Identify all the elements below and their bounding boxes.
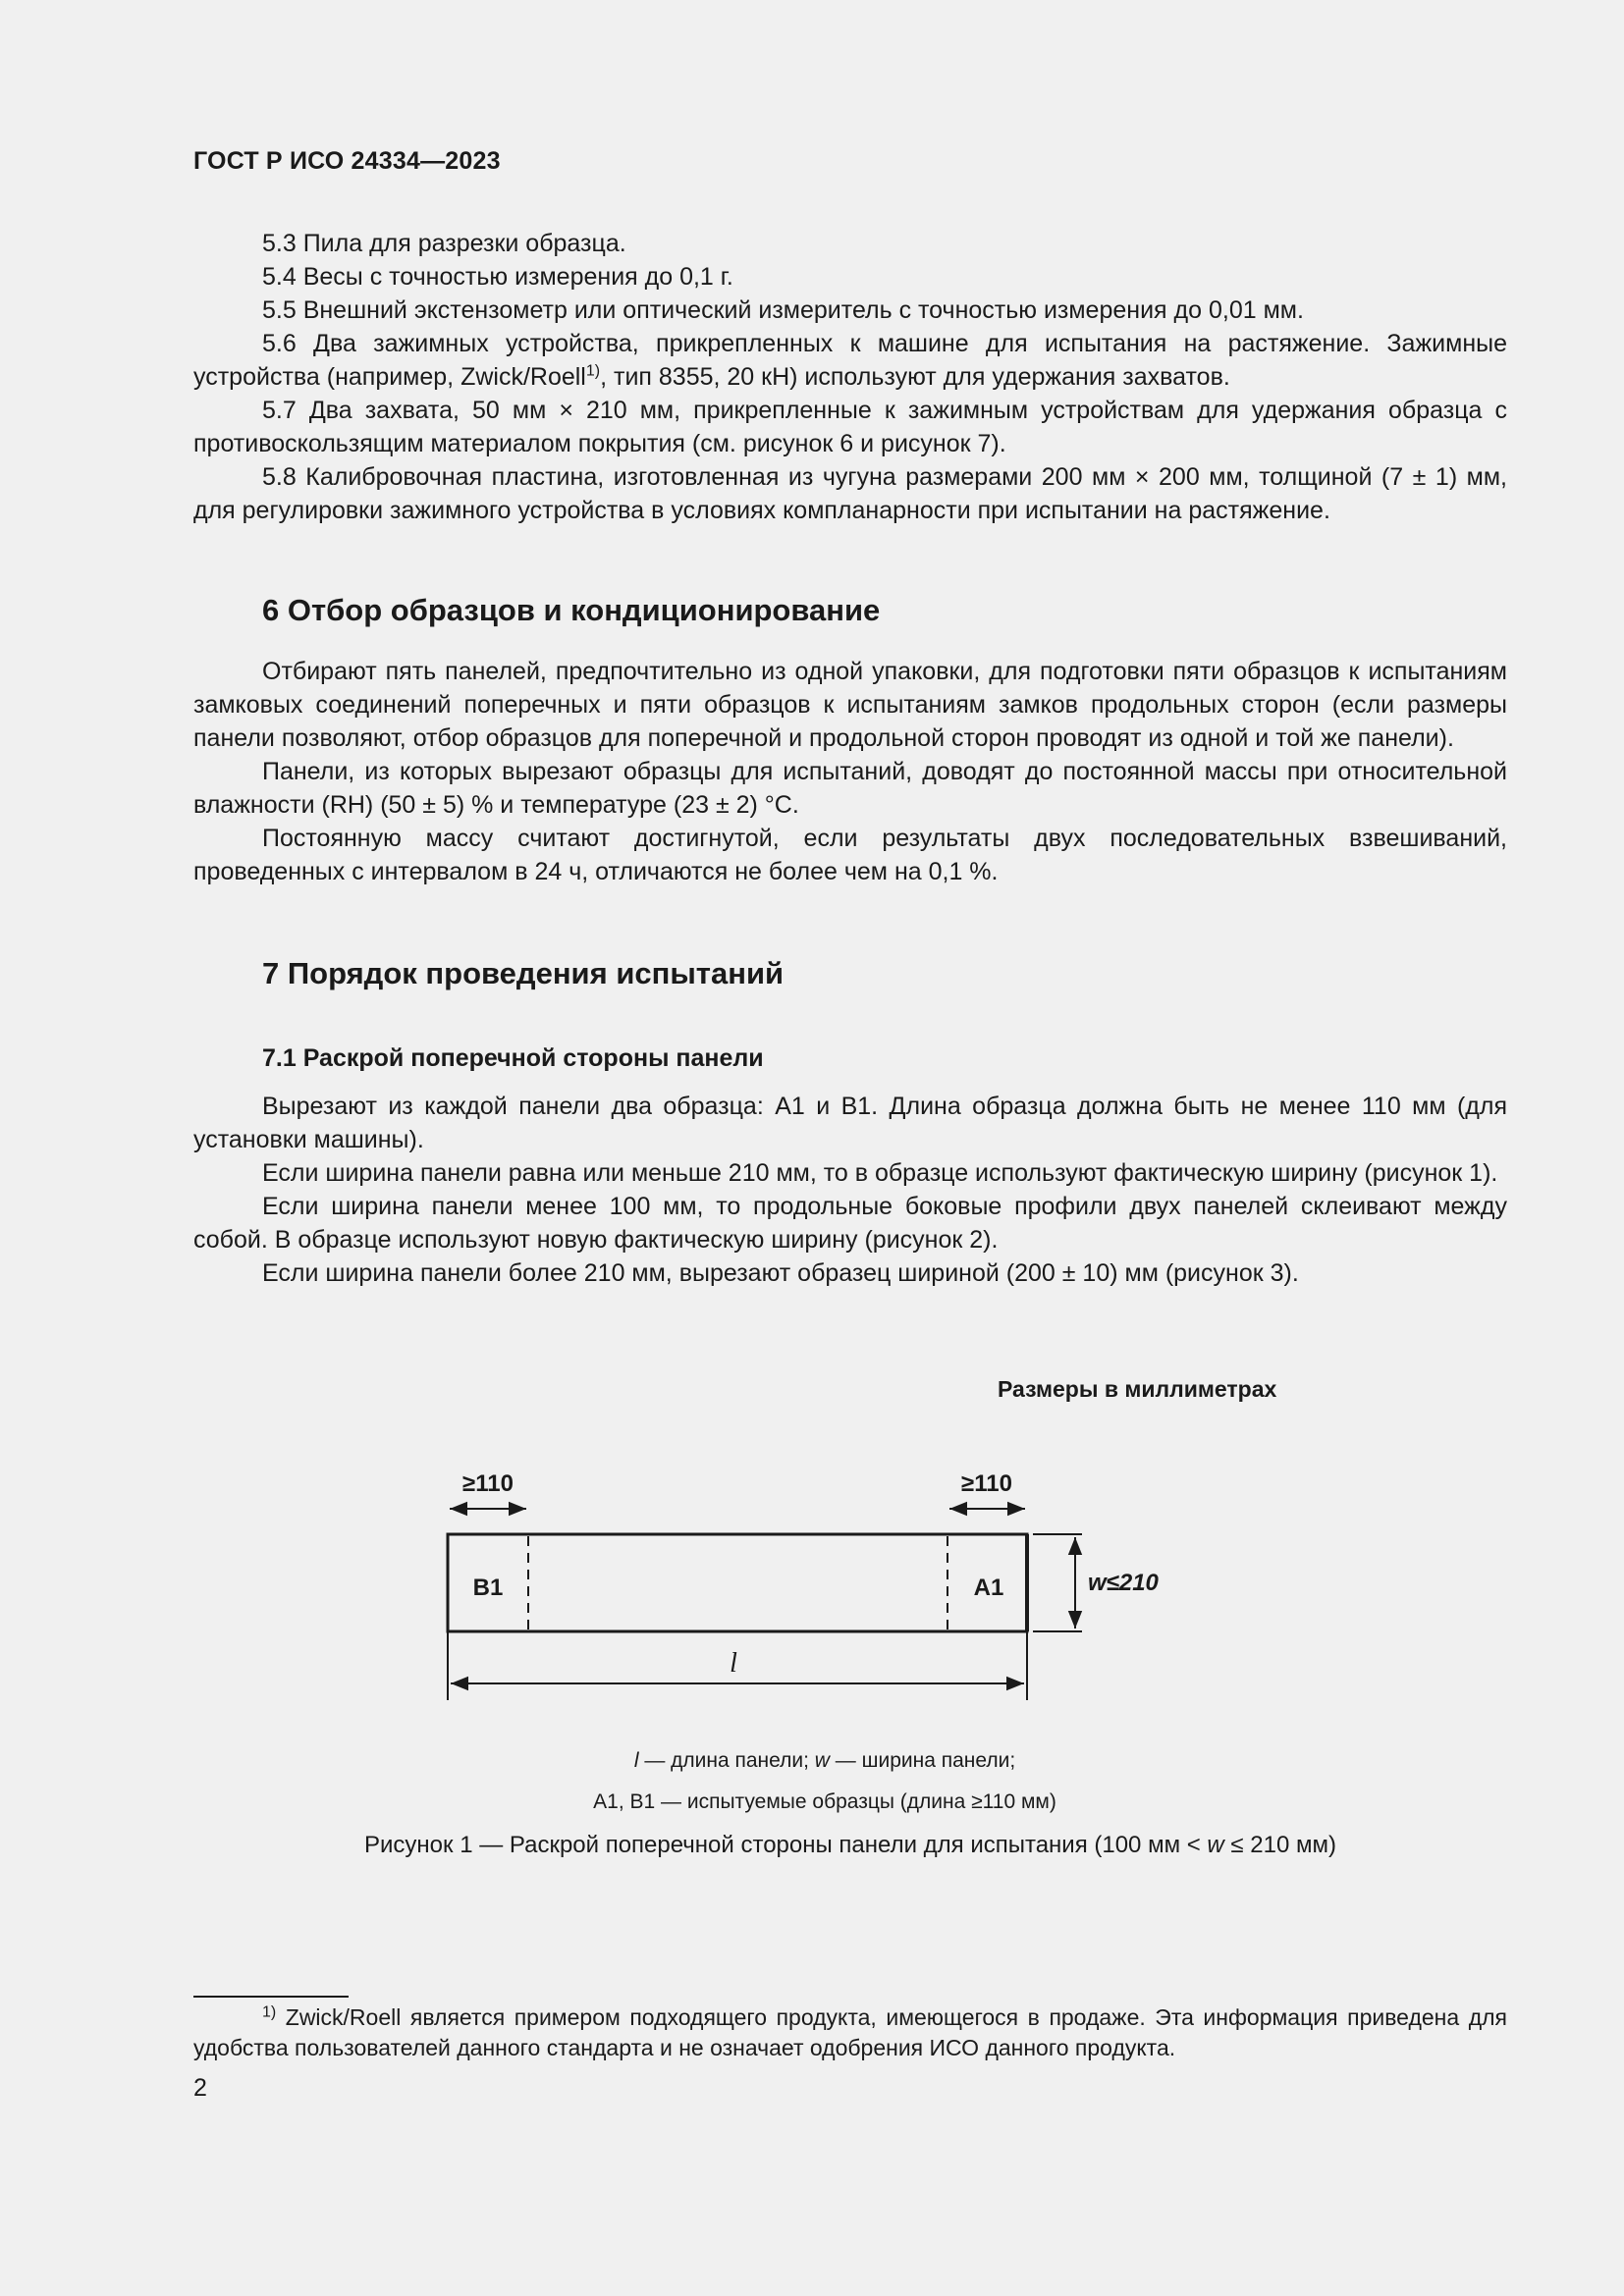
item-5-6 (193, 327, 1507, 394)
caption-w-symbol: w (1207, 1832, 1224, 1858)
figure-1-legend-line-1 (432, 1749, 1218, 1773)
section-6-paragraph: Панели, из которых вырезают образцы для испытаний, доводят до постоянной массы при относительной влажности (RH) (50 ± 5) % и температуре (23 ± 2) °С. (193, 758, 1507, 819)
caption-part-a: Рисунок 1 — Раскрой поперечной стороны панели для испытания (100 мм < (364, 1832, 1208, 1858)
right-dimension-label: ≥110 (961, 1470, 1012, 1497)
footnote-marker: 1) (262, 2003, 277, 2021)
section-6-title: 6 Отбор образцов и кондиционирование (262, 593, 881, 627)
item-5-4: 5.4 Весы с точностью измерения до 0,1 г. (262, 263, 733, 291)
width-dimension-label: w≤210 (1088, 1570, 1159, 1596)
item-5-6-part-a: 5.6 Два зажимных устройства, прикрепленных к машине для испытания на растяжение. Зажимные устройства (например, Zwick/Roell (193, 330, 1507, 391)
sample-b1-label: В1 (472, 1575, 504, 1601)
subsection-7-1-title: 7.1 Раскрой поперечной стороны панели (262, 1044, 764, 1072)
sample-a1-label: А1 (973, 1575, 1004, 1601)
panel-outline (448, 1534, 1027, 1631)
left-dimension-label: ≥110 (462, 1470, 514, 1497)
item-5-7: 5.7 Два захвата, 50 мм × 210 мм, прикрепленные к зажимным устройствам для удержания образца с противоскользящим материалом покрытия (см. рисунок 6 и рисунок 7). (193, 397, 1507, 457)
legend-w-symbol: w (814, 1749, 830, 1772)
document-header: ГОСТ Р ИСО 24334—2023 (193, 147, 501, 175)
item-5-3: 5.3 Пила для разрезки образца. (262, 230, 626, 257)
section-6-paragraph: Отбирают пять панелей, предпочтительно из одной упаковки, для подготовки пяти образцов к испытаниям замковых соединений поперечных и пяти образцов к испытаниям замков продольных сторон (если размеры панели позволяют, отбор образцов для поперечной и продольной сторон проводят из одной и той же панели). (193, 658, 1507, 752)
page-number: 2 (193, 2074, 207, 2102)
dimensions-note: Размеры в миллиметрах (998, 1376, 1277, 1402)
section-7-paragraph: Вырезают из каждой панели два образца: А1 и В1. Длина образца должна быть не менее 110 мм (для установки машины). (193, 1093, 1507, 1153)
footnote-text: Zwick/Roell является примером подходящего продукта, имеющегося в продаже. Эта информация приведена для удобства пользователей данного стандарта и не означает одобрения ИСО данного продукта. (193, 2004, 1507, 2060)
figure-1-caption (193, 1832, 1507, 1859)
item-5-6-part-b: , тип 8355, 20 кН) используют для удержания захватов. (600, 363, 1230, 391)
item-5-8: 5.8 Калибровочная пластина, изготовленная из чугуна размерами 200 мм × 200 мм, толщиной (7 ± 1) мм, для регулировки зажимного устройства в условиях компланарности при испытании на растяжение. (193, 463, 1507, 524)
item-5-5: 5.5 Внешний экстензометр или оптический измеритель с точностью измерения до 0,01 мм. (262, 296, 1304, 324)
subsection-7-1-body (193, 1090, 1507, 1290)
section-6-paragraph: Постоянную массу считают достигнутой, если результаты двух последовательных взвешиваний, проведенных с интервалом в 24 ч, отличаются не более чем на 0,1 %. (193, 825, 1507, 885)
section-7-paragraph: Если ширина панели равна или меньше 210 мм, то в образце используют фактическую ширину (рисунок 1). (262, 1159, 1498, 1187)
figure-1-legend-line-2: А1, В1 — испытуемые образцы (длина ≥110 мм) (593, 1790, 1056, 1813)
caption-part-b: ≤ 210 мм) (1223, 1832, 1336, 1858)
section-7-title: 7 Порядок проведения испытаний (262, 956, 785, 990)
section-5-list (193, 227, 1507, 527)
section-6-body (193, 655, 1507, 888)
footnote-separator (193, 1996, 349, 1998)
length-dimension-label: l (730, 1648, 737, 1679)
section-7-paragraph: Если ширина панели менее 100 мм, то продольные боковые профили двух панелей склеивают между собой. В образце используют новую фактическую ширину (рисунок 2). (193, 1193, 1507, 1254)
figure-1-diagram (432, 1453, 1198, 1708)
legend-w-text: — ширина панели; (829, 1749, 1016, 1772)
section-7-paragraph: Если ширина панели более 210 мм, вырезают образец шириной (200 ± 10) мм (рисунок 3). (262, 1259, 1299, 1287)
footnote-ref: 1) (585, 362, 601, 380)
legend-l-text: — длина панели; (638, 1749, 815, 1772)
footnote (193, 2002, 1507, 2063)
legend-l-symbol: l (633, 1749, 639, 1772)
footnote-text-line (193, 2002, 1507, 2063)
